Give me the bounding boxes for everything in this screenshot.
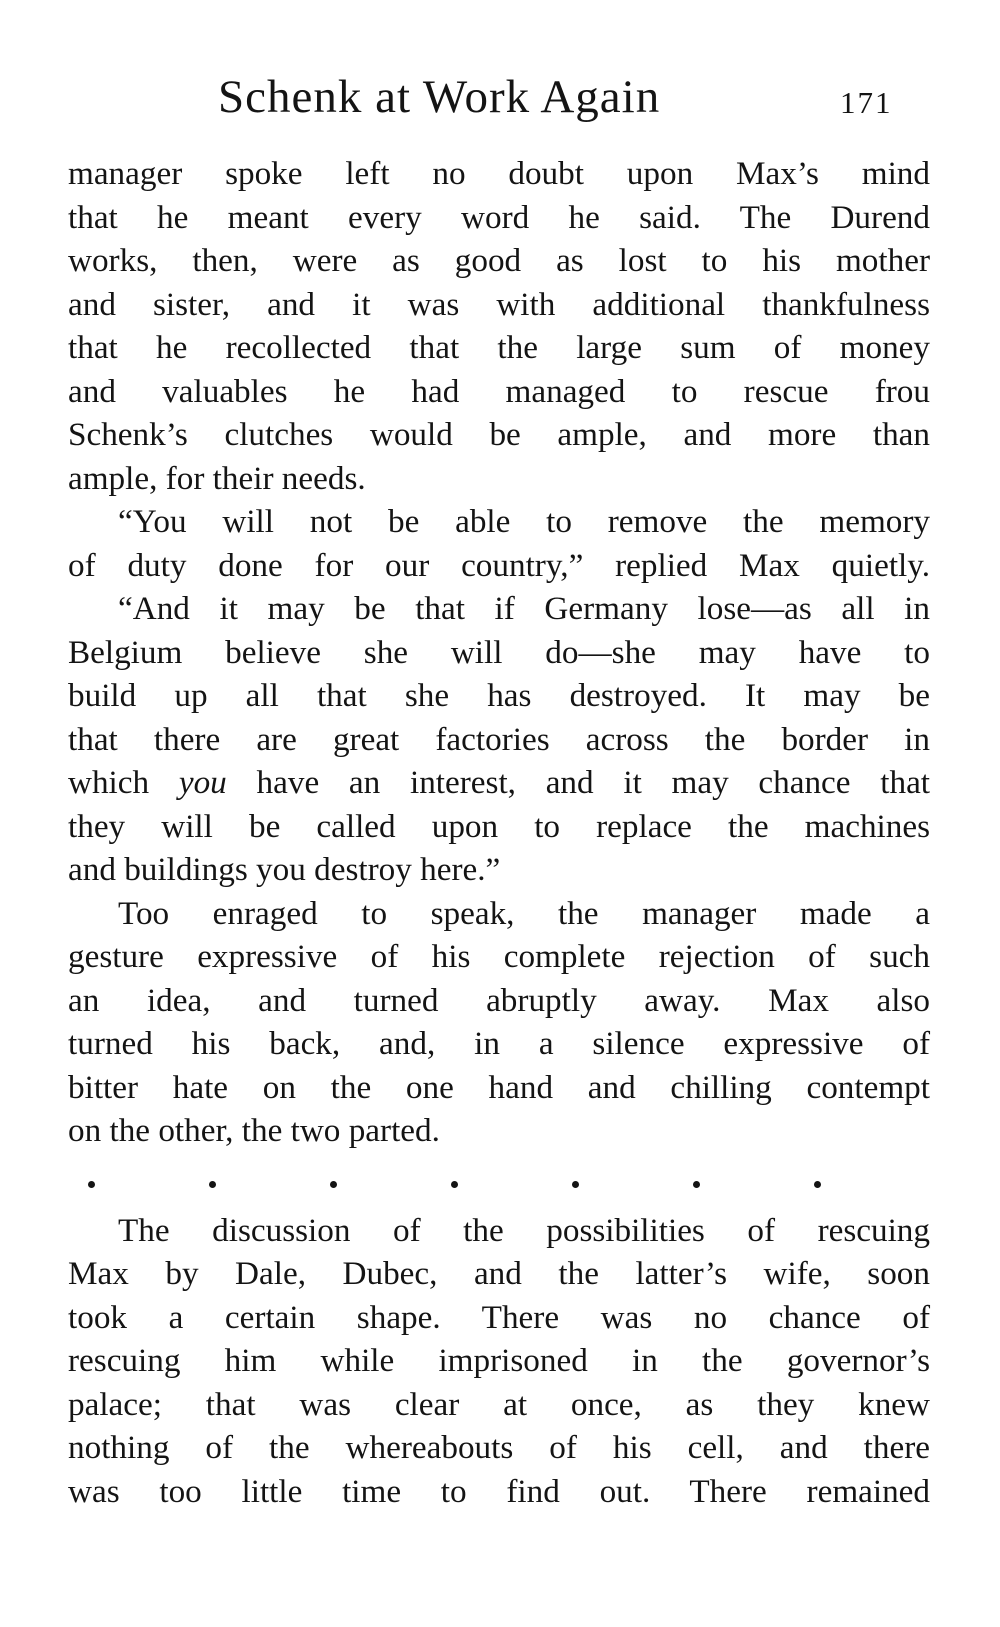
text-line: bitter hate on the one hand and chilling contempt	[68, 1068, 930, 1106]
text-line: Too enraged to speak, the manager made a	[118, 894, 930, 932]
paragraph-3	[68, 892, 930, 1153]
text-line: palace; that was clear at once, as they knew	[68, 1385, 930, 1423]
text-line: of duty done for our country,” replied Max quietly.	[68, 546, 930, 584]
text-line: and sister, and it was with additional thankfulness	[68, 285, 930, 323]
text-line: build up all that she has destroyed. It may be	[68, 677, 930, 714]
text-line: an idea, and turned abruptly away. Max also	[68, 981, 930, 1019]
text-line: Max by Dale, Dubec, and the latter’s wife, soon	[68, 1255, 930, 1292]
text-fragment: have an interest, and it may chance that	[256, 764, 931, 801]
text-line: Schenk’s clutches would be ample, and more than	[68, 416, 930, 453]
text-line: The discussion of the possibilities of rescuing	[118, 1211, 930, 1249]
text-line: gesture expressive of his complete rejection of such	[68, 938, 930, 975]
text-line: that there are great factories across the border in	[68, 720, 930, 758]
text-line: turned his back, and, in a silence expressive of	[68, 1025, 930, 1062]
section-break-dot	[451, 1181, 458, 1188]
text-line	[68, 761, 930, 805]
text-line: and buildings you destroy here.”	[68, 851, 501, 888]
section-break-dot	[572, 1181, 579, 1188]
text-line: rescuing him while imprisoned in the governor’s	[68, 1342, 930, 1379]
text-line: “You will not be able to remove the memory	[118, 503, 930, 540]
page-number: 171	[840, 85, 893, 120]
section-break-dot	[209, 1181, 216, 1188]
text-line: that he meant every word he said. The Durend	[68, 198, 930, 236]
text-line: that he recollected that the large sum of money	[68, 329, 930, 366]
text-line: manager spoke left no doubt upon Max’s mind	[68, 155, 930, 192]
text-fragment: which	[68, 764, 150, 801]
text-line: was too little time to find out. There remained	[68, 1472, 930, 1510]
section-break-dot	[693, 1181, 700, 1188]
paragraph-4	[68, 1209, 930, 1514]
text-line: “And it may be that if Germany lose—as all in	[118, 590, 930, 627]
text-line: and valuables he had managed to rescue frou	[68, 372, 930, 410]
body-text	[68, 152, 930, 1513]
text-line: took a certain shape. There was no chance of	[68, 1298, 930, 1336]
text-line: works, then, were as good as lost to his mother	[68, 242, 930, 279]
text-line: on the other, the two parted.	[68, 1112, 440, 1149]
emphasized-word: you	[178, 764, 227, 801]
section-break-dot	[330, 1181, 337, 1188]
running-head	[0, 62, 1000, 132]
section-break	[68, 1159, 930, 1205]
text-line: ample, for their needs.	[68, 459, 366, 497]
running-title: Schenk at Work Again	[218, 71, 661, 123]
text-line: they will be called upon to replace the machines	[68, 807, 930, 845]
paragraph-2	[68, 500, 930, 892]
text-line: Belgium believe she will do—she may have to	[68, 633, 930, 671]
section-break-dot	[88, 1181, 95, 1188]
section-break-dot	[814, 1181, 821, 1188]
paragraph-1	[68, 152, 930, 500]
text-line: nothing of the whereabouts of his cell, and there	[68, 1429, 930, 1466]
